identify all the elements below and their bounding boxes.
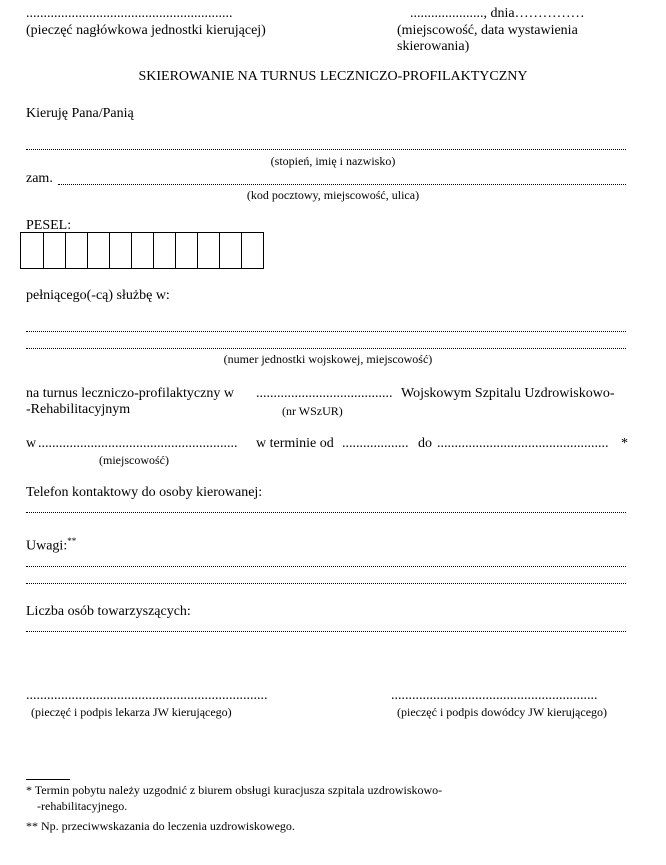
place-date-field[interactable]: ....................., dnia…………… [410, 6, 585, 21]
unit-caption: (numer jednostki wojskowej, miejscowość) [223, 352, 433, 366]
pesel-digit-box[interactable] [87, 233, 109, 268]
remarks-field-line-1[interactable] [26, 566, 626, 567]
commander-signature-field[interactable]: ........................................................... [391, 688, 598, 703]
pesel-digit-box[interactable] [241, 233, 263, 268]
location-label: w [26, 436, 37, 451]
phone-label: Telefon kontaktowy do osoby kierowanej: [26, 485, 263, 500]
location-field[interactable]: ......................................................... [38, 436, 238, 451]
pesel-digit-box[interactable] [153, 233, 175, 268]
pesel-digit-box[interactable] [21, 233, 43, 268]
pesel-digit-box[interactable] [131, 233, 153, 268]
term-from-field[interactable]: ................... [342, 436, 409, 451]
place-caption: (miejscowość) [99, 453, 169, 467]
remarks-footnote-mark: ** [67, 536, 77, 546]
form-title: SKIEROWANIE NA TURNUS LECZNICZO-PROFILAKTYCZNY [138, 69, 528, 84]
companions-label: Liczba osób towarzyszących: [26, 604, 191, 619]
footnote-1-line-1: * Termin pobytu należy uzgodnić z biurem obsługi kuracjusza szpitala uzdrowiskowo- [26, 783, 443, 797]
wszur-caption: (nr WSzUR) [282, 404, 343, 418]
address-field[interactable] [58, 184, 626, 185]
hospital-label: Wojskowym Szpitalu Uzdrowiskowo- [401, 386, 615, 401]
remarks-label [26, 536, 76, 555]
name-field[interactable] [26, 149, 626, 150]
unit-field-line-2[interactable] [26, 348, 626, 349]
remarks-label-text: Uwagi: [26, 538, 68, 554]
term-to-field[interactable]: ................................................. [437, 436, 609, 451]
companions-field[interactable] [26, 631, 626, 632]
place-date-caption-2: skierowania) [397, 39, 470, 54]
footnote-separator [26, 779, 70, 780]
turnus-label: na turnus leczniczo-profilaktyczny w [26, 386, 234, 401]
pesel-digit-box[interactable] [43, 233, 65, 268]
place-date-caption-1: (miejscowość, data wystawienia [397, 23, 578, 38]
address-caption: (kod pocztowy, miejscowość, ulica) [246, 188, 420, 202]
service-label: pełniącego(-cą) służbę w: [26, 288, 170, 303]
stamp-dots: ........................................................... [26, 6, 233, 21]
asterisk-mark: * [621, 436, 628, 451]
term-to-label: do [418, 436, 432, 451]
doctor-signature-field[interactable]: ..................................................................... [26, 688, 268, 703]
pesel-boxes[interactable] [20, 232, 264, 269]
footnote-2: ** Np. przeciwwskazania do leczenia uzdrowiskowego. [26, 819, 295, 833]
name-caption: (stopień, imię i nazwisko) [270, 154, 396, 168]
footnote-1-line-2: -rehabilitacyjnego. [37, 799, 128, 813]
pesel-digit-box[interactable] [65, 233, 87, 268]
remarks-field-line-2[interactable] [26, 583, 626, 584]
address-label: zam. [26, 171, 53, 186]
pesel-digit-box[interactable] [109, 233, 131, 268]
pesel-digit-box[interactable] [175, 233, 197, 268]
refer-label: Kieruję Pana/Panią [26, 106, 134, 121]
pesel-digit-box[interactable] [197, 233, 219, 268]
pesel-digit-box[interactable] [219, 233, 241, 268]
phone-field[interactable] [26, 512, 626, 513]
term-from-label: w terminie od [256, 436, 334, 451]
doctor-signature-caption: (pieczęć i podpis lekarza JW kierującego) [31, 705, 232, 719]
rehab-label: -Rehabilitacyjnym [26, 402, 131, 417]
commander-signature-caption: (pieczęć i podpis dowódcy JW kierującego) [397, 705, 608, 719]
stamp-caption: (pieczęć nagłówkowa jednostki kierującej) [26, 23, 266, 38]
pesel-label: PESEL: [26, 218, 72, 233]
unit-field-line-1[interactable] [26, 331, 626, 332]
wszur-number-field[interactable]: ....................................... [256, 386, 393, 401]
